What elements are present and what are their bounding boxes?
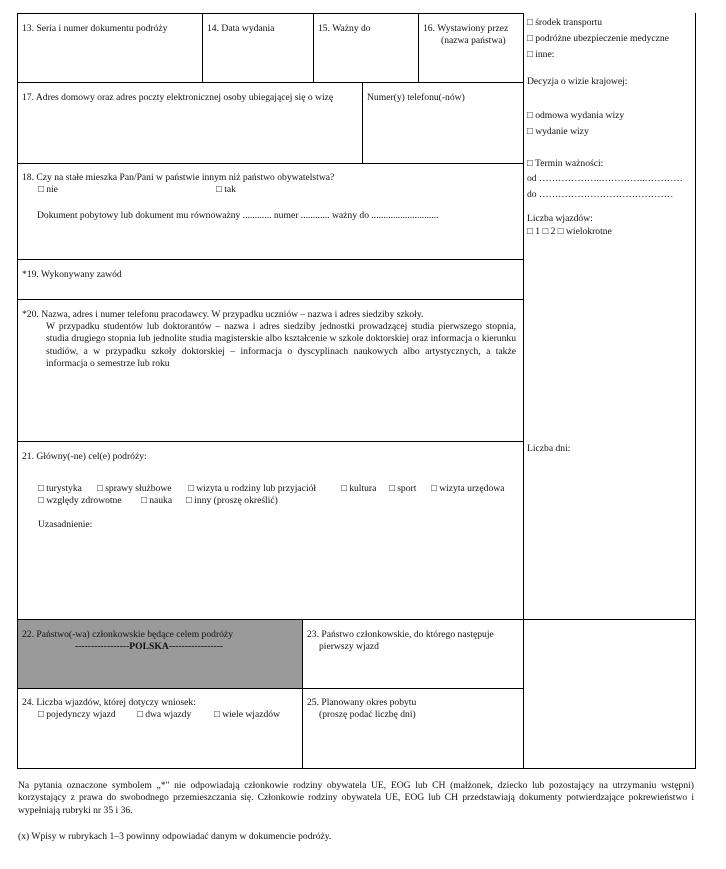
rule — [17, 13, 18, 769]
side-refuse-checkbox[interactable]: □ odmowa wydania wizy — [527, 110, 625, 121]
field-23-sublabel: pierwszy wjazd — [319, 641, 379, 652]
side-days-label: Liczba dni: — [527, 443, 571, 454]
rule — [17, 259, 523, 260]
field-17-phone-label: Numer(y) telefonu(-nów) — [367, 92, 465, 103]
entries-two-checkbox[interactable]: □ dwa wjazdy — [137, 709, 192, 720]
rule — [17, 441, 523, 442]
field-19-label: *19. Wykonywany zawód — [22, 269, 122, 280]
rule — [17, 299, 523, 300]
field-20-label-rest: W przypadku studentów lub doktorantów – nazwa i adres siedziby jednostki prowadzącej studia pierwszego stopnia, studia drugiego stopnia lub jednolite studia magisterskie albo kształcenie w szkole doktorskiej oraz informacja o kierunku studiów, a w przypadku szkoły doktorskiej – informacja o dyscyplinach naukowych albo artystycznych, a także informacja o semestrze lub roku — [46, 321, 516, 370]
field-23-label: 23. Państwo członkowskie, do którego następuje — [307, 629, 494, 640]
rule — [17, 13, 523, 14]
field-16-sublabel: (nazwa państwa) — [441, 35, 506, 46]
side-valid-from: od ………………..…………..………… — [527, 173, 683, 184]
purpose-culture-checkbox[interactable]: □ kultura — [341, 483, 377, 494]
side-validity-checkbox[interactable]: □ Termin ważności: — [527, 158, 604, 169]
field-24-label: 24. Liczba wjazdów, której dotyczy wniosek: — [22, 697, 196, 708]
rule — [362, 82, 363, 164]
rule — [202, 13, 203, 83]
purpose-health-checkbox[interactable]: □ względy zdrowotne — [38, 495, 122, 506]
side-entries-options[interactable]: □ 1 □ 2 □ wielokrotne — [527, 226, 612, 237]
purpose-business-checkbox[interactable]: □ sprawy służbowe — [97, 483, 172, 494]
field-18-question: 18. Czy na stałe mieszka Pan/Pani w państwie innym niż państwo obywatelstwa? — [22, 172, 335, 183]
purpose-sport-checkbox[interactable]: □ sport — [389, 483, 417, 494]
field-14-label: 14. Data wydania — [207, 23, 275, 34]
side-entries-label: Liczba wjazdów: — [527, 213, 593, 224]
side-valid-to: do …………………………………… — [527, 189, 674, 200]
rule — [523, 13, 524, 769]
field-18-yes-checkbox[interactable]: □ tak — [216, 184, 236, 195]
field-25-sublabel: (proszę podać liczbę dni) — [319, 709, 416, 720]
field-25-label: 25. Planowany okres pobytu — [307, 697, 417, 708]
rule — [695, 13, 696, 769]
rule — [17, 163, 523, 164]
field-17-label: 17. Adres domowy oraz adres poczty elektronicznej osoby ubiegającej się o wizę — [22, 92, 334, 103]
side-other-checkbox[interactable]: □ inne: — [527, 49, 555, 60]
side-issue-checkbox[interactable]: □ wydanie wizy — [527, 126, 589, 137]
entries-single-checkbox[interactable]: □ pojedynczy wjazd — [38, 709, 116, 720]
entries-multiple-checkbox[interactable]: □ wiele wjazdów — [214, 709, 280, 720]
footnote-asterisk: Na pytania oznaczone symbolem „*" nie odpowiadają członkowie rodziny obywatela UE, EOG lub CH (małżonek, dziecko lub pozostający na utrzymaniu wstępni) korzystający z prawa do swobodnego przemieszczania się. Członkowie rodziny obywatela UE, EOG lub CH przedstawiają dokumenty potwierdzające pokrewieństwo i wypełniają rubryki nr 35 i 36. — [18, 780, 694, 816]
field-18-residence-document-line: Dokument pobytowy lub dokument mu równoważny ............ numer ............ ważny do ............................ — [37, 210, 439, 221]
rule — [17, 768, 695, 769]
rule — [17, 82, 523, 83]
field-21-label: 21. Główny(-ne) cel(e) podróży: — [22, 451, 147, 462]
rule — [302, 619, 303, 769]
field-13-label: 13. Seria i numer dokumentu podróży — [22, 23, 168, 34]
side-insurance-checkbox[interactable]: □ podróżne ubezpieczenie medyczne — [527, 33, 669, 44]
side-decision-label: Decyzja o wizie krajowej: — [527, 76, 628, 87]
field-18-no-checkbox[interactable]: □ nie — [38, 184, 58, 195]
rule — [17, 688, 523, 689]
rule — [313, 13, 314, 83]
purpose-family-visit-checkbox[interactable]: □ wizyta u rodziny lub przyjaciół — [188, 483, 317, 494]
field-22-label: 22. Państwo(-wa) członkowskie będące celem podróży — [22, 629, 233, 640]
rule — [418, 13, 419, 83]
field-16-label: 16. Wystawiony przez — [423, 23, 509, 34]
field-15-label: 15. Ważny do — [318, 23, 371, 34]
purpose-official-visit-checkbox[interactable]: □ wizyta urzędowa — [431, 483, 505, 494]
purpose-other-checkbox[interactable]: □ inny (proszę określić) — [186, 495, 278, 506]
field-20-label-first-line: *20. Nazwa, adres i numer telefonu pracodawcy. W przypadku uczniów – nazwa i adres siedziby szkoły. — [22, 309, 424, 320]
rule — [17, 619, 695, 620]
field-21-justification-label: Uzasadnienie: — [38, 519, 93, 530]
footnote-x: (x) Wpisy w rubrykach 1–3 powinny odpowiadać danym w dokumencie podróży. — [18, 831, 332, 842]
side-transport-checkbox[interactable]: □ środek transportu — [527, 17, 603, 28]
purpose-tourism-checkbox[interactable]: □ turystyka — [38, 483, 82, 494]
purpose-study-checkbox[interactable]: □ nauka — [141, 495, 173, 506]
field-22-value: -----------------POLSKA----------------- — [75, 641, 224, 652]
